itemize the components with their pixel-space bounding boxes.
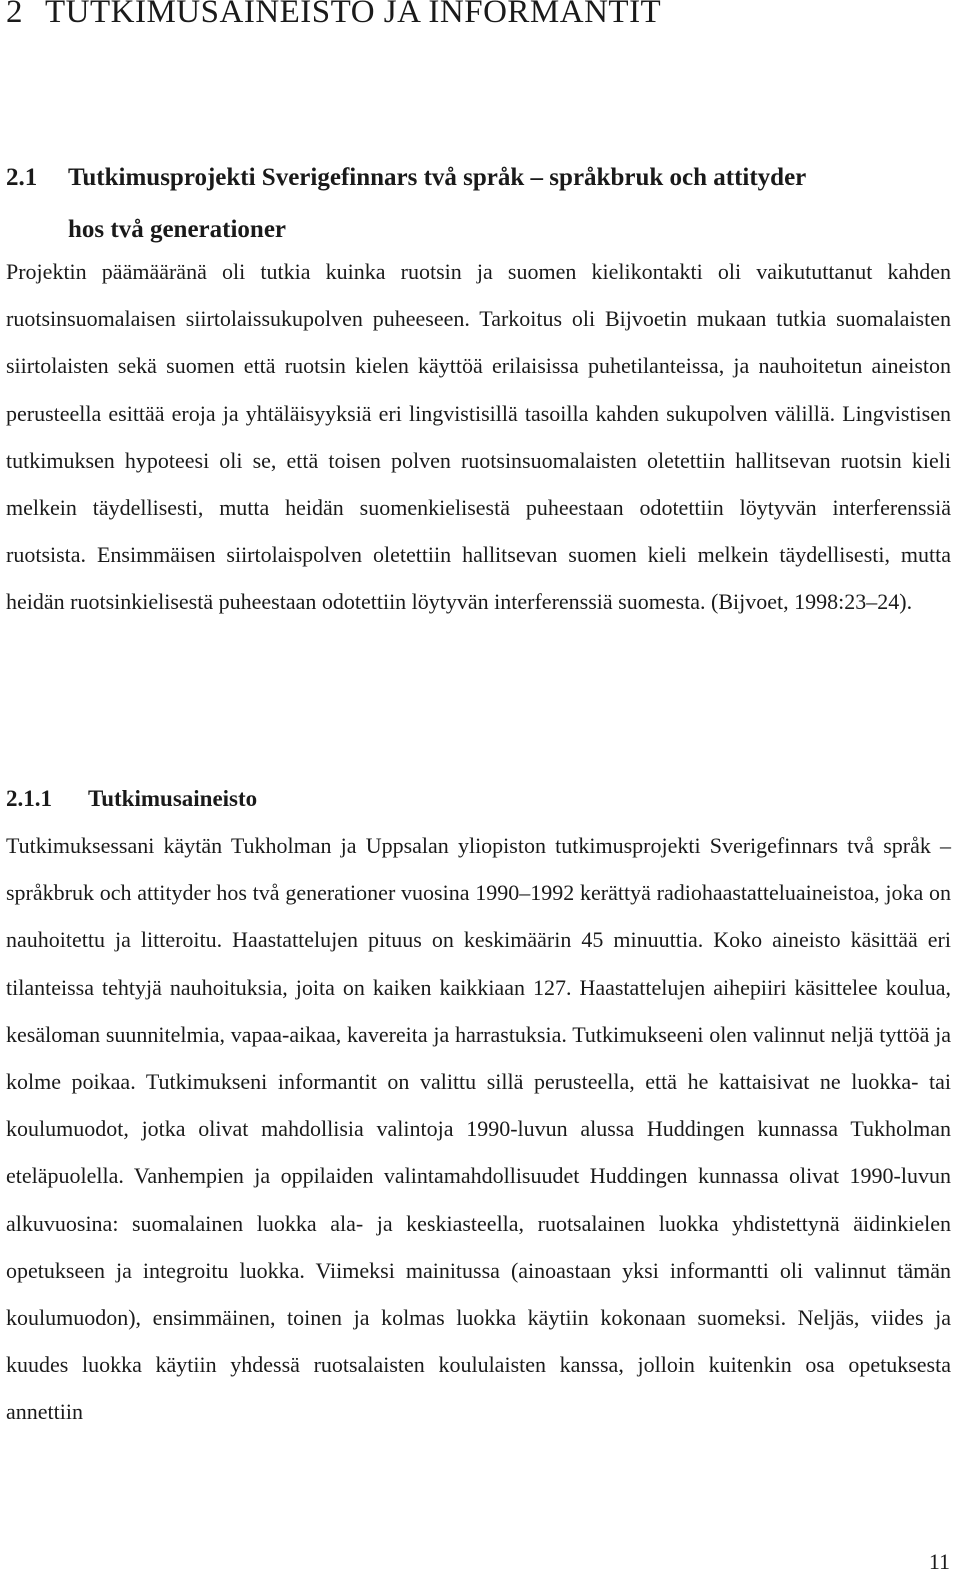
page-number: 11 <box>928 1549 950 1574</box>
section-number: 2.1 <box>6 164 38 191</box>
chapter-title: TUTKIMUSAINEISTO JA INFORMANTIT <box>45 0 662 30</box>
chapter-heading <box>6 0 661 31</box>
subsection-title: Tutkimusaineisto <box>88 786 258 811</box>
body-paragraph-2: Tutkimuksessani käytän Tukholman ja Uppsalan yliopiston tutkimusprojekti Sverigefinnars två språk – språkbruk och attityder hos två generationer vuosina 1990–1992 kerättyä radiohaastatteluaineistoa, joka on nauhoitettu ja litteroitu. Haastattelujen pituus on keskimäärin 45 minuuttia. Koko aineisto käsittää eri tilanteissa tehtyjä nauhoituksia, joita on kaiken kaikkiaan 127. Haastattelujen aihepiiri käsittelee koulua, kesäloman suunnitelmia, vapaa-aikaa, kavereita ja harrastuksia. Tutkimukseeni olen valinnut neljä tyttöä ja kolme poikaa. Tutkimukseni informantit on valittu sillä perusteella, että he kattaisivat ne luokka- tai koulumuodot, jotka olivat mahdollisia valintoja 1990-luvun alussa Huddingen kunnassa Tukholman eteläpuolella. Vanhempien ja oppilaiden valintamahdollisuudet Huddingen kunnassa olivat 1990-luvun alkuvuosina: suomalainen luokka ala- ja keskiasteella, ruotsalainen luokka yhdistettynä äidinkielen opetukseen ja integroitu luokka. Viimeksi mainitussa (ainoastaan yksi informantti oli valinnut tämän koulumuodon), ensimmäinen, toinen ja kolmas luokka käytiin kokonaan suomeksi. Neljäs, viides ja kuudes luokka käytiin yhdessä ruotsalaisten koululaisten kanssa, jolloin kuitenkin osa opetuksesta annettiin <box>6 833 951 1425</box>
body-paragraph-1: Projektin päämääränä oli tutkia kuinka ruotsin ja suomen kielikontakti oli vaikututtanut kahden ruotsinsuomalaisen siirtolaissukupolven puheeseen. Tarkoitus oli Bijvoetin mukaan tutkia suomalaisten siirtolaisten sekä suomen että ruotsin kielen käyttöä erilaisissa puhetilanteissa, ja nauhoitetun aineiston perusteella esittää eroja ja yhtäläisyyksiä eri lingvistisillä tasoilla kahden sukupolven välillä. Lingvistisen tutkimuksen hypoteesi oli se, että toisen polven ruotsinsuomalaisten oletettiin hallitsevan ruotsin kieli melkein täydellisesti, mutta heidän suomenkielisestä puheestaan odotettiin löytyvän interferenssiä ruotsista. Ensimmäisen siirtolaispolven oletettiin hallitsevan suomen kieli melkein täydellisesti, mutta heidän ruotsinkielisestä puheestaan odotettiin löytyvän interferenssiä suomesta. (Bijvoet, 1998:23–24). <box>6 259 951 615</box>
section-heading <box>6 152 951 256</box>
subsection-heading <box>6 775 257 822</box>
chapter-number: 2 <box>6 0 23 30</box>
section-title-line1: Tutkimusprojekti Sverigefinnars två språk – språkbruk och attityder <box>68 164 807 191</box>
section-title-line2: hos två generationer <box>68 216 287 243</box>
subsection-number: 2.1.1 <box>6 786 52 811</box>
